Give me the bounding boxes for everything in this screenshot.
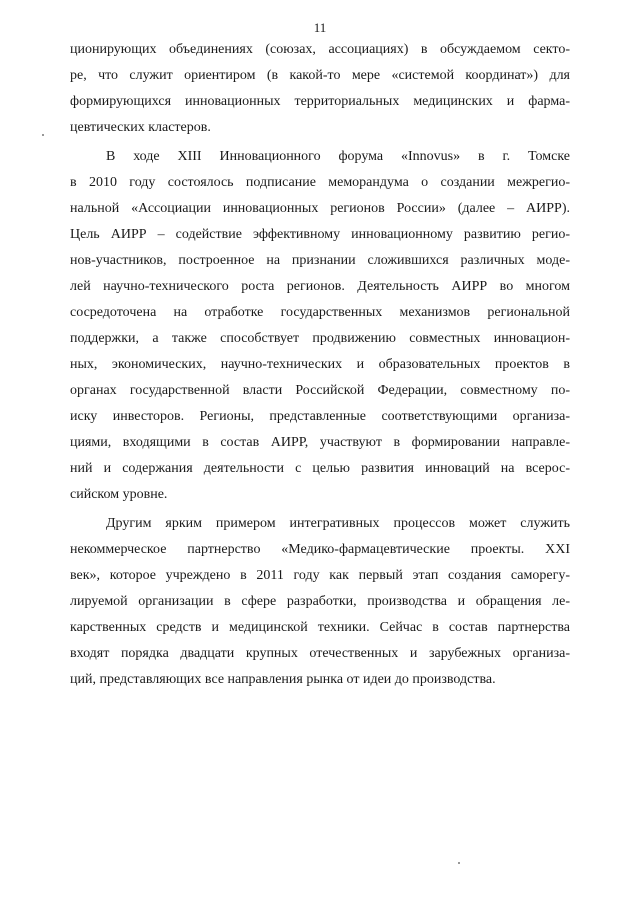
body-text: [70, 37, 570, 693]
text-line: ций, представляющих все направления рынка от идеи до производства.: [70, 672, 496, 687]
text-line: В ходе XIII Инновационного форума «Innovus» в г. Томске: [106, 149, 570, 164]
text-line: формирующихся инновационных территориальных медицинских и фарма-: [70, 94, 570, 109]
text-line: ре, что служит ориентиром (в какой-то мере «системой координат») для: [70, 68, 570, 83]
text-line: в 2010 году состоялось подписание меморандума о создании межрегио-: [70, 175, 570, 190]
paragraph-1: [70, 37, 570, 141]
text-line: Цель АИРР – содействие эффективному инновационному развитию регио-: [70, 227, 570, 242]
text-line: нальной «Ассоциации инновационных регионов России» (далее – АИРР).: [70, 201, 570, 216]
text-line: лей научно-технического роста регионов. Деятельность АИРР во многом: [70, 279, 570, 294]
text-line: иску инвесторов. Регионы, представленные соответствующими организа-: [70, 409, 570, 424]
text-line: некоммерческое партнерство «Медико-фармацевтические проекты. XXI: [70, 542, 570, 557]
text-line: поддержки, а также способствует продвижению совместных инновацион-: [70, 331, 570, 346]
text-line: ных, экономических, научно-технических и образовательных проектов в: [70, 357, 570, 372]
text-line: ционирующих объединениях (союзах, ассоциациях) в обсуждаемом секто-: [70, 42, 570, 57]
text-line: сийском уровне.: [70, 487, 168, 502]
page-number: 11: [313, 20, 327, 35]
text-line: ний и содержания деятельности с целью развития инноваций на всерос-: [70, 461, 570, 476]
text-line: карственных средств и медицинской техники. Сейчас в состав партнерства: [70, 620, 570, 635]
text-line: входят порядка двадцати крупных отечественных и зарубежных организа-: [70, 646, 570, 661]
text-line: нов-участников, построенное на признании сложившихся различных моде-: [70, 253, 570, 268]
text-line: циями, входящими в состав АИРР, участвуют в формировании направле-: [70, 435, 570, 450]
text-line: лируемой организации в сфере разработки, производства и обращения ле-: [70, 594, 570, 609]
scan-speck: [42, 134, 44, 136]
text-line: сосредоточена на отработке государственных механизмов региональной: [70, 305, 570, 320]
text-line: Другим ярким примером интегративных процессов может служить: [106, 516, 570, 531]
scan-speck: [458, 862, 460, 864]
text-line: органах государственной власти Российской Федерации, совместному по-: [70, 383, 570, 398]
paragraph-2: [70, 144, 570, 508]
paragraph-3: [70, 511, 570, 693]
text-line: век», которое учреждено в 2011 году как первый этап создания саморегу-: [70, 568, 570, 583]
text-line: цевтических кластеров.: [70, 120, 211, 135]
